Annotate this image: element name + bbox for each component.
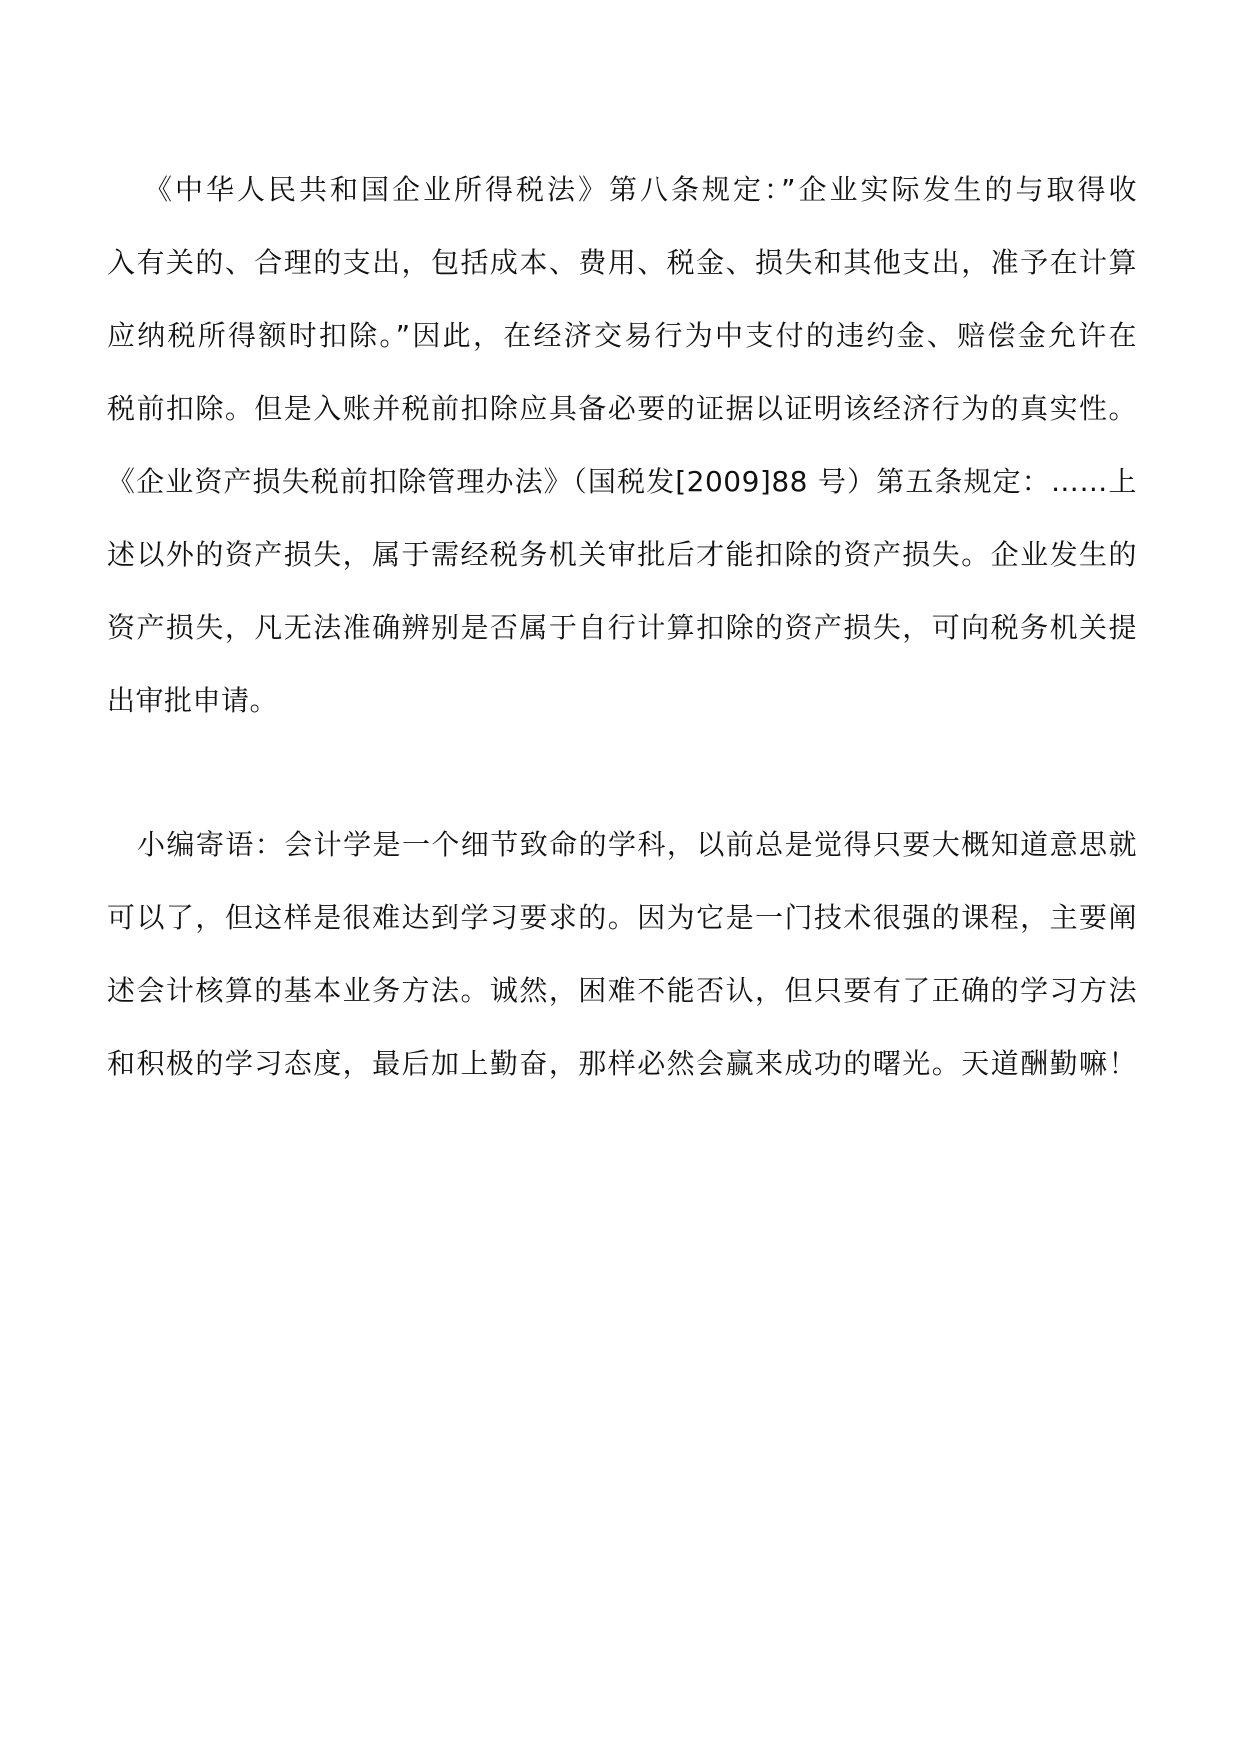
- text-line: 和积极的学习态度，最后加上勤奋，那样必然会赢来成功的曙光。天道酬勤嘛！: [107, 1047, 1137, 1080]
- text-line: 出审批申请。: [107, 684, 279, 717]
- text-line: 税前扣除。但是入账并税前扣除应具备必要的证据以证明该经济行为的真实性。: [107, 392, 1137, 425]
- text-line: 资产损失，凡无法准确辨别是否属于自行计算扣除的资产损失，可向税务机关提: [107, 611, 1137, 644]
- text-line: 小编寄语：会计学是一个细节致命的学科，以前总是觉得只要大概知道意思就: [137, 828, 1137, 861]
- text-line: 入有关的、合理的支出，包括成本、费用、税金、损失和其他支出，准予在计算: [107, 246, 1137, 279]
- text-line: 《企业资产损失税前扣除管理办法》（国税发[2009]88 号）第五条规定：……上: [107, 465, 1137, 498]
- text-line: 应纳税所得额时扣除。”因此，在经济交易行为中支付的违约金、赔偿金允许在: [107, 319, 1137, 352]
- text-line: 可以了，但这样是很难达到学习要求的。因为它是一门技术很强的课程，主要阐: [107, 901, 1137, 934]
- text-line: 述以外的资产损失，属于需经税务机关审批后才能扣除的资产损失。企业发生的: [107, 538, 1137, 571]
- text-line: 述会计核算的基本业务方法。诚然，困难不能否认，但只要有了正确的学习方法: [107, 974, 1137, 1007]
- text-line: 《中华人民共和国企业所得税法》第八条规定：”企业实际发生的与取得收: [144, 173, 1137, 206]
